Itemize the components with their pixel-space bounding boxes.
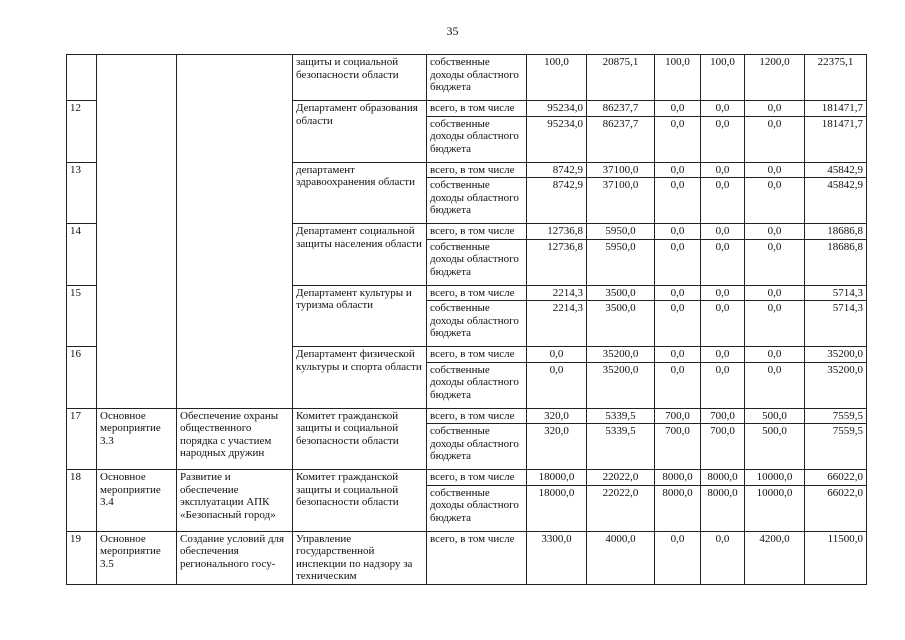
value-cell: 0,0 [701,347,745,363]
value-cell: 7559,5 [805,424,867,470]
value-cell: 95234,0 [527,101,587,117]
budget-table [66,54,867,585]
row-number [67,55,97,101]
funding-source: собственные доходы областного бюджета [427,485,527,531]
funding-source: собственные доходы областного бюджета [427,301,527,347]
value-cell: 66022,0 [805,485,867,531]
funding-source: всего, в том числе [427,470,527,486]
table-row [67,470,867,486]
row-number: 13 [67,162,97,224]
value-cell: 5950,0 [587,239,655,285]
row-number: 15 [67,285,97,347]
value-cell: 0,0 [527,362,587,408]
value-cell: 0,0 [701,116,745,162]
table-row [67,408,867,424]
value-cell: 0,0 [701,224,745,240]
value-cell: 35200,0 [587,347,655,363]
executor-cell: департамент здравоохранения области [293,162,427,224]
value-cell: 4200,0 [745,531,805,584]
value-cell: 0,0 [745,239,805,285]
value-cell: 0,0 [701,239,745,285]
value-cell: 86237,7 [587,116,655,162]
row-number: 14 [67,224,97,286]
value-cell: 181471,7 [805,116,867,162]
description-cell [177,55,293,409]
value-cell: 2214,3 [527,285,587,301]
executor-cell: Управление государственной инспекции по надзору за техническим [293,531,427,584]
value-cell: 35200,0 [805,347,867,363]
value-cell: 5339,5 [587,424,655,470]
value-cell: 20875,1 [587,55,655,101]
row-number: 17 [67,408,97,470]
value-cell: 2214,3 [527,301,587,347]
value-cell: 45842,9 [805,178,867,224]
value-cell: 0,0 [701,531,745,584]
value-cell: 66022,0 [805,470,867,486]
value-cell: 7559,5 [805,408,867,424]
value-cell: 500,0 [745,424,805,470]
executor-cell: Комитет гражданской защиты и социальной безопасности области [293,408,427,470]
value-cell: 12736,8 [527,239,587,285]
value-cell: 0,0 [655,116,701,162]
value-cell: 500,0 [745,408,805,424]
value-cell: 700,0 [701,408,745,424]
value-cell: 700,0 [701,424,745,470]
funding-source: всего, в том числе [427,531,527,584]
value-cell: 8000,0 [655,485,701,531]
description-cell: Развитие и обеспечение эксплуатации АПК «Безопасный город» [177,470,293,532]
value-cell: 86237,7 [587,101,655,117]
value-cell: 0,0 [655,285,701,301]
funding-source: всего, в том числе [427,101,527,117]
funding-source: собственные доходы областного бюджета [427,424,527,470]
row-number: 18 [67,470,97,532]
value-cell: 35200,0 [805,362,867,408]
funding-source: собственные доходы областного бюджета [427,362,527,408]
value-cell: 0,0 [655,531,701,584]
value-cell: 95234,0 [527,116,587,162]
row-number: 12 [67,101,97,163]
description-cell: Обеспечение охраны общественного порядка с участием народных дружин [177,408,293,470]
value-cell: 8000,0 [701,485,745,531]
value-cell: 11500,0 [805,531,867,584]
table-row [67,531,867,584]
value-cell: 320,0 [527,408,587,424]
value-cell: 0,0 [745,116,805,162]
funding-source: всего, в том числе [427,162,527,178]
value-cell: 0,0 [655,162,701,178]
value-cell: 22022,0 [587,470,655,486]
value-cell: 8742,9 [527,178,587,224]
value-cell: 8742,9 [527,162,587,178]
value-cell: 0,0 [655,301,701,347]
value-cell: 0,0 [745,162,805,178]
value-cell: 37100,0 [587,162,655,178]
value-cell: 10000,0 [745,485,805,531]
table-row [67,55,867,101]
value-cell: 5950,0 [587,224,655,240]
value-cell: 5339,5 [587,408,655,424]
value-cell: 0,0 [701,101,745,117]
value-cell: 12736,8 [527,224,587,240]
executor-cell: Департамент физической культуры и спорта области [293,347,427,409]
row-number: 19 [67,531,97,584]
value-cell: 0,0 [655,178,701,224]
event-cell: Основное мероприятие 3.5 [97,531,177,584]
value-cell: 18000,0 [527,470,587,486]
value-cell: 1200,0 [745,55,805,101]
page-number: 35 [446,24,459,38]
value-cell: 5714,3 [805,301,867,347]
value-cell: 0,0 [701,362,745,408]
executor-cell: Департамент культуры и туризма области [293,285,427,347]
value-cell: 5714,3 [805,285,867,301]
value-cell: 8000,0 [701,470,745,486]
event-cell [97,55,177,409]
event-cell: Основное мероприятие 3.4 [97,470,177,532]
value-cell: 0,0 [701,285,745,301]
value-cell: 0,0 [527,347,587,363]
value-cell: 0,0 [745,301,805,347]
value-cell: 3500,0 [587,301,655,347]
funding-source: собственные доходы областного бюджета [427,116,527,162]
executor-cell: защиты и социальной безопасности области [293,55,427,101]
value-cell: 0,0 [655,239,701,285]
value-cell: 0,0 [701,178,745,224]
value-cell: 181471,7 [805,101,867,117]
value-cell: 700,0 [655,408,701,424]
value-cell: 0,0 [745,347,805,363]
funding-source: всего, в том числе [427,347,527,363]
event-cell: Основное мероприятие 3.3 [97,408,177,470]
value-cell: 10000,0 [745,470,805,486]
funding-source: собственные доходы областного бюджета [427,55,527,101]
executor-cell: Департамент социальной защиты населения области [293,224,427,286]
value-cell: 0,0 [745,224,805,240]
value-cell: 0,0 [655,224,701,240]
value-cell: 100,0 [655,55,701,101]
value-cell: 35200,0 [587,362,655,408]
value-cell: 700,0 [655,424,701,470]
funding-source: собственные доходы областного бюджета [427,178,527,224]
description-cell: Создание условий для обеспечения регионального госу- [177,531,293,584]
value-cell: 18686,8 [805,239,867,285]
value-cell: 100,0 [701,55,745,101]
value-cell: 0,0 [701,162,745,178]
value-cell: 0,0 [745,285,805,301]
funding-source: всего, в том числе [427,408,527,424]
funding-source: всего, в том числе [427,224,527,240]
value-cell: 8000,0 [655,470,701,486]
value-cell: 0,0 [655,362,701,408]
value-cell: 22375,1 [805,55,867,101]
executor-cell: Комитет гражданской защиты и социальной безопасности области [293,470,427,532]
value-cell: 0,0 [745,362,805,408]
value-cell: 45842,9 [805,162,867,178]
value-cell: 0,0 [701,301,745,347]
value-cell: 0,0 [655,101,701,117]
funding-source: всего, в том числе [427,285,527,301]
value-cell: 100,0 [527,55,587,101]
value-cell: 37100,0 [587,178,655,224]
value-cell: 4000,0 [587,531,655,584]
value-cell: 18686,8 [805,224,867,240]
value-cell: 3500,0 [587,285,655,301]
value-cell: 0,0 [745,101,805,117]
value-cell: 22022,0 [587,485,655,531]
funding-source: собственные доходы областного бюджета [427,239,527,285]
value-cell: 0,0 [655,347,701,363]
value-cell: 0,0 [745,178,805,224]
value-cell: 18000,0 [527,485,587,531]
value-cell: 320,0 [527,424,587,470]
value-cell: 3300,0 [527,531,587,584]
executor-cell: Департамент образования области [293,101,427,163]
row-number: 16 [67,347,97,409]
